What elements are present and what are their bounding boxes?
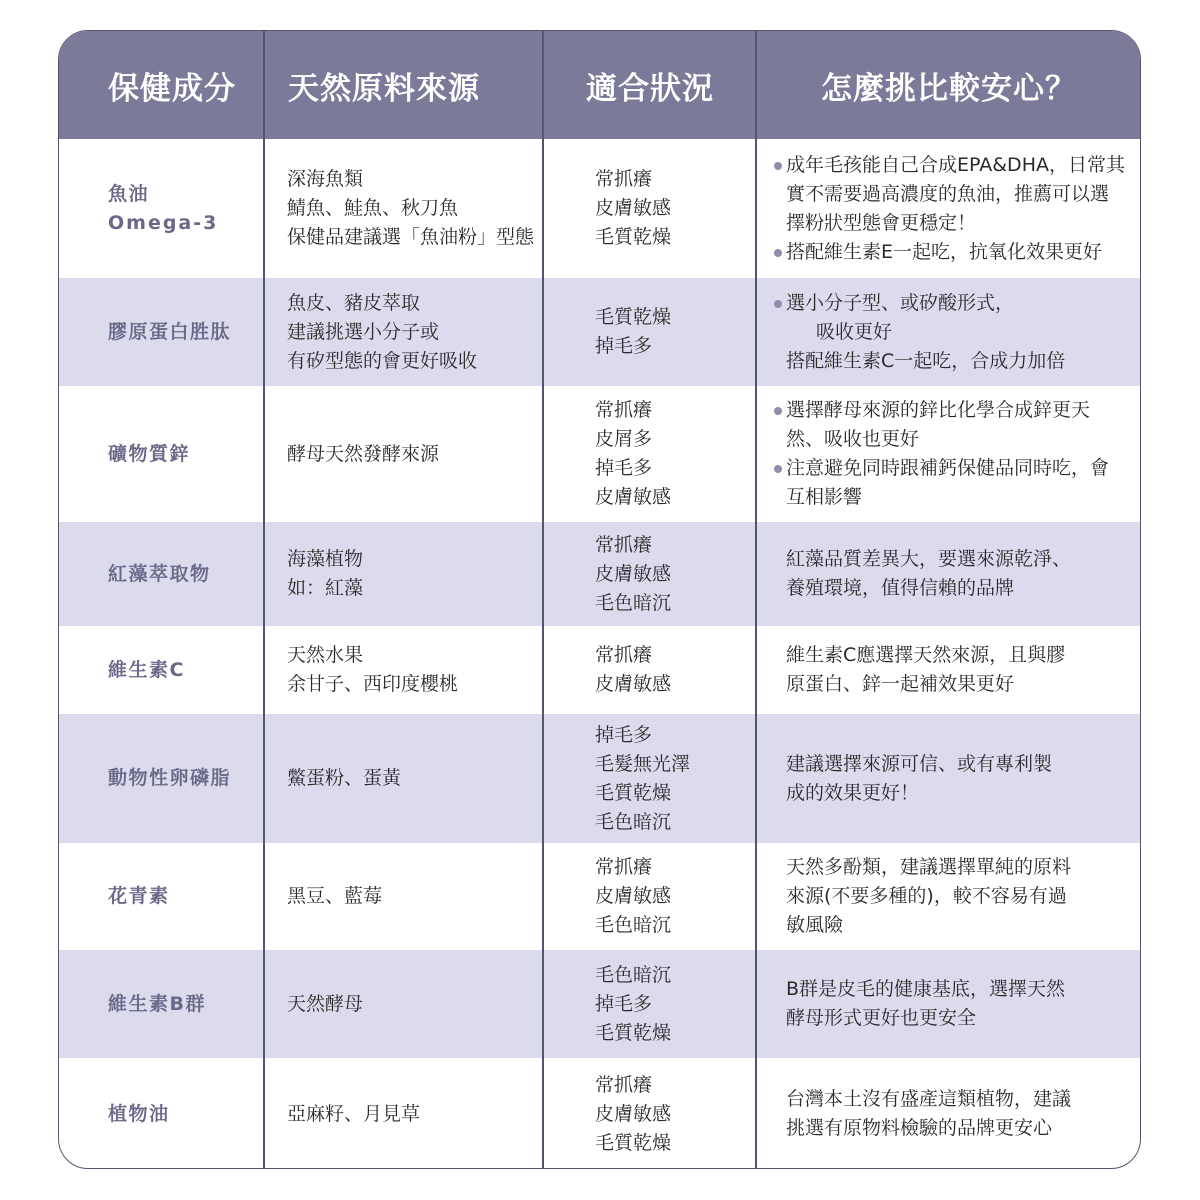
ingredient-name: 植物油 xyxy=(108,1102,170,1125)
condition-item: 常抓癢 xyxy=(595,533,653,556)
table-row xyxy=(59,522,1140,626)
condition-item: 掉毛多 xyxy=(595,457,653,479)
condition-item: 常抓癢 xyxy=(595,399,653,421)
condition-item: 皮膚敏感 xyxy=(595,486,672,508)
condition-item: 皮膚敏感 xyxy=(595,1102,672,1125)
source-line: 海藻植物 xyxy=(287,548,364,570)
source-line: 黑豆、藍莓 xyxy=(287,885,383,907)
condition-item: 皮膚敏感 xyxy=(595,673,672,695)
source-line: 天然水果 xyxy=(287,644,364,666)
ingredient-cell xyxy=(59,950,263,1058)
header-tips: 怎麼挑比較安心？ xyxy=(821,70,1077,107)
source-cell xyxy=(264,139,542,278)
tip-line: 成的效果更好！ xyxy=(786,781,920,804)
source-cell xyxy=(264,278,542,386)
comparison-table xyxy=(58,30,1141,1169)
conditions-cell xyxy=(543,139,755,278)
ingredient-name: 膠原蛋白胜肽 xyxy=(108,320,232,343)
condition-item: 毛色暗沉 xyxy=(595,914,672,936)
condition-item: 毛質乾燥 xyxy=(595,1131,672,1154)
ingredient-cell xyxy=(59,626,263,714)
header-ingredient: 保健成分 xyxy=(108,70,236,107)
tips-cell xyxy=(756,278,1141,386)
condition-item: 毛色暗沉 xyxy=(595,591,672,614)
source-cell xyxy=(264,1058,542,1169)
source-line: 酵母天然發酵來源 xyxy=(287,442,440,465)
table-row xyxy=(59,386,1140,522)
source-line: 鱉蛋粉、蛋黃 xyxy=(287,767,402,789)
ingredient-cell xyxy=(59,278,263,386)
ingredient-name: 魚油 xyxy=(108,182,150,205)
conditions-cell xyxy=(543,626,755,714)
tips-cell xyxy=(756,714,1141,843)
condition-item: 毛質乾燥 xyxy=(595,781,672,804)
source-line: 鯖魚、鮭魚、秋刀魚 xyxy=(287,197,459,219)
condition-item: 皮屑多 xyxy=(595,428,653,450)
tip-line: 挑選有原物料檢驗的品牌更安心 xyxy=(786,1117,1053,1139)
tip-line: 台灣本土沒有盛產這類植物，建議 xyxy=(786,1088,1072,1110)
condition-item: 毛質乾燥 xyxy=(595,1021,672,1044)
tip-line: 搭配維生素E一起吃，抗氧化效果更好 xyxy=(774,238,1130,267)
tips-cell xyxy=(756,626,1141,714)
tip-line: 原蛋白、鋅一起補效果更好 xyxy=(786,673,1015,695)
table-row xyxy=(59,1058,1140,1169)
ingredient-cell xyxy=(59,139,263,278)
tip-line: 互相影響 xyxy=(786,486,863,508)
table-header xyxy=(59,31,1140,139)
source-line: 建議挑選小分子或 xyxy=(287,320,440,343)
source-line: 魚皮、豬皮萃取 xyxy=(287,291,421,314)
conditions-cell xyxy=(543,1058,755,1169)
tip-line: B群是皮毛的健康基底，選擇天然 xyxy=(786,978,1066,1000)
tip-line: 然、吸收也更好 xyxy=(786,428,920,450)
tips-cell xyxy=(756,950,1141,1058)
tips-cell xyxy=(756,386,1141,522)
table-grid xyxy=(59,31,1140,1168)
source-cell xyxy=(264,950,542,1058)
tip-line: 酵母形式更好也更安全 xyxy=(786,1007,977,1029)
source-cell xyxy=(264,386,542,522)
source-cell xyxy=(264,714,542,843)
condition-item: 皮膚敏感 xyxy=(595,885,672,907)
tip-line: 敏風險 xyxy=(786,914,844,936)
condition-item: 常抓癢 xyxy=(595,644,653,666)
table-row xyxy=(59,843,1140,950)
condition-item: 掉毛多 xyxy=(595,335,653,357)
source-line: 有矽型態的會更好吸收 xyxy=(287,349,478,372)
source-cell xyxy=(264,522,542,626)
source-line: 如：紅藻 xyxy=(287,577,364,599)
tip-line: 建議選擇來源可信、或有專利製 xyxy=(786,752,1053,775)
conditions-cell xyxy=(543,386,755,522)
tip-line: 天然多酚類，建議選擇單純的原料 xyxy=(786,856,1072,878)
condition-item: 掉毛多 xyxy=(595,723,653,746)
header-source: 天然原料來源 xyxy=(288,70,480,107)
source-line: 深海魚類 xyxy=(287,168,364,190)
condition-item: 皮膚敏感 xyxy=(595,197,672,219)
tip-line: 吸收更好 xyxy=(816,320,893,343)
tip-line: 維生素C應選擇天然來源，且與膠 xyxy=(786,644,1066,666)
conditions-cell xyxy=(543,522,755,626)
column-divider xyxy=(263,31,265,1168)
tip-line: 選小分子型、或矽酸形式， xyxy=(774,289,1130,318)
ingredient-name: 維生素B群 xyxy=(108,992,206,1015)
condition-item: 毛色暗沉 xyxy=(595,810,672,833)
tip-line: 實不需要過高濃度的魚油，推薦可以選 xyxy=(786,182,1110,205)
source-line: 天然酵母 xyxy=(287,992,364,1015)
tip-line: 紅藻品質差異大，要選來源乾淨、 xyxy=(786,548,1072,570)
conditions-cell xyxy=(543,714,755,843)
table-row xyxy=(59,139,1140,278)
condition-item: 常抓癢 xyxy=(595,856,653,878)
header-conditions: 適合狀況 xyxy=(586,70,714,107)
condition-item: 毛質乾燥 xyxy=(595,226,672,248)
ingredient-name: 花青素 xyxy=(108,885,170,907)
conditions-cell xyxy=(543,843,755,950)
tip-line: 搭配維生素C一起吃，合成力加倍 xyxy=(786,349,1066,372)
ingredient-cell xyxy=(59,843,263,950)
tips-cell xyxy=(756,1058,1141,1169)
condition-item: 毛髮無光澤 xyxy=(595,752,691,775)
tips-cell xyxy=(756,843,1141,950)
ingredient-cell xyxy=(59,522,263,626)
tips-cell xyxy=(756,522,1141,626)
condition-item: 毛質乾燥 xyxy=(595,306,672,328)
ingredient-name: 紅藻萃取物 xyxy=(108,562,211,585)
source-cell xyxy=(264,626,542,714)
ingredient-name: 動物性卵磷脂 xyxy=(108,767,232,789)
tip-line: 養殖環境，值得信賴的品牌 xyxy=(786,577,1015,599)
source-line: 保健品建議選「魚油粉」型態 xyxy=(287,226,535,248)
table-row xyxy=(59,626,1140,714)
ingredient-cell xyxy=(59,1058,263,1169)
condition-item: 常抓癢 xyxy=(595,168,653,190)
conditions-cell xyxy=(543,950,755,1058)
tip-line: 選擇酵母來源的鋅比化學合成鋅更天 xyxy=(774,396,1130,425)
column-divider xyxy=(542,31,544,1168)
ingredient-cell xyxy=(59,714,263,843)
tip-line: 擇粉狀型態會更穩定！ xyxy=(786,211,977,234)
conditions-cell xyxy=(543,278,755,386)
tip-line: 注意避免同時跟補鈣保健品同時吃，會 xyxy=(774,454,1130,483)
ingredient-name: 礦物質鋅 xyxy=(108,442,191,465)
condition-item: 常抓癢 xyxy=(595,1073,653,1096)
source-cell xyxy=(264,843,542,950)
source-line: 亞麻籽、月見草 xyxy=(287,1102,421,1125)
source-line: 余甘子、西印度櫻桃 xyxy=(287,673,459,695)
condition-item: 毛色暗沉 xyxy=(595,963,672,986)
ingredient-subname: Omega-3 xyxy=(108,211,219,234)
table-row xyxy=(59,714,1140,843)
table-row xyxy=(59,278,1140,386)
condition-item: 掉毛多 xyxy=(595,992,653,1015)
condition-item: 皮膚敏感 xyxy=(595,562,672,585)
ingredient-name: 維生素C xyxy=(108,658,185,681)
column-divider xyxy=(755,31,757,1168)
tip-line: 來源(不要多種的)，較不容易有過 xyxy=(786,885,1067,907)
tip-line: 成年毛孩能自己合成EPA&DHA，日常其 xyxy=(774,151,1130,180)
ingredient-cell xyxy=(59,386,263,522)
table-row xyxy=(59,950,1140,1058)
tips-cell xyxy=(756,139,1141,278)
